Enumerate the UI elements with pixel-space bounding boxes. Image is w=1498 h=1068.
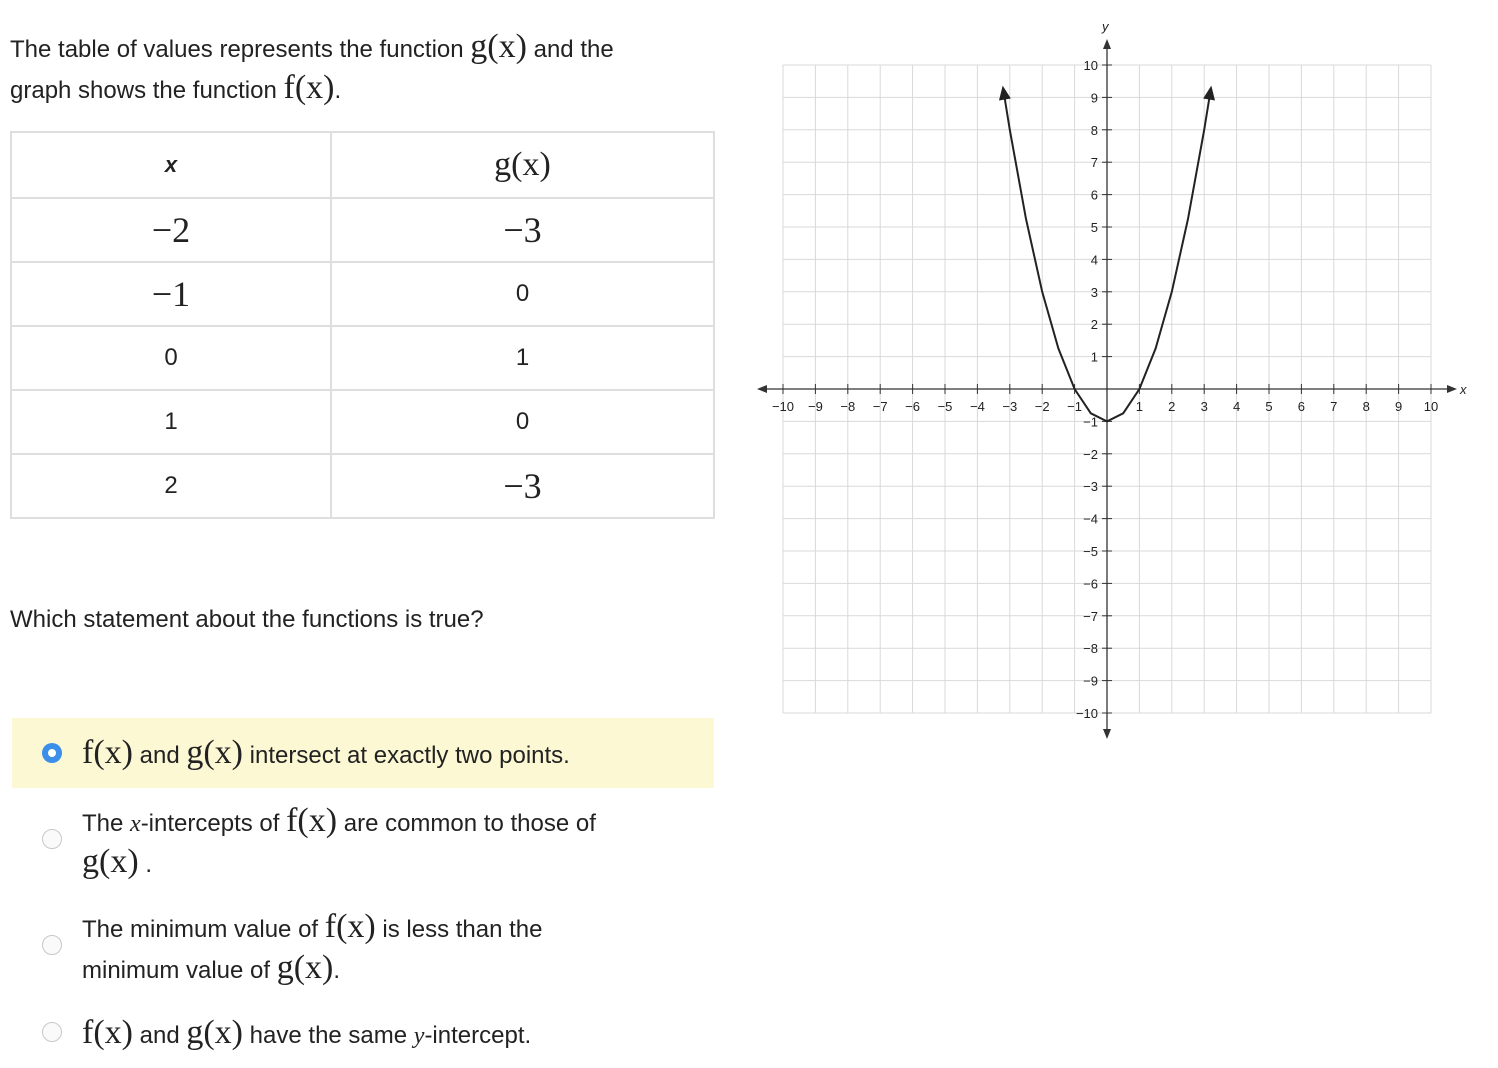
choice-1-text (82, 734, 570, 775)
x-tick-label: −9 (807, 399, 823, 414)
prompt-text-3: graph shows the function (10, 77, 284, 104)
table-row (11, 326, 714, 390)
cell-g: 1 (331, 326, 714, 390)
question-text: Which statement about the functions is true? (10, 606, 484, 633)
f-function: f(x) (82, 734, 133, 771)
x-tick-label: 2 (1168, 399, 1176, 414)
table-row (11, 198, 714, 262)
f-function: f(x) (324, 908, 376, 945)
cell-g: −3 (331, 198, 714, 262)
choice-text: . (138, 851, 152, 878)
g-function: g(x) (186, 1014, 244, 1051)
choice-text: is less than the (375, 916, 543, 943)
y-variable: y (413, 1023, 425, 1049)
x-tick-label: −10 (771, 399, 795, 414)
y-tick-label: −10 (1075, 706, 1098, 721)
f-function: f(x) (82, 1014, 133, 1051)
y-tick-label: 6 (1090, 187, 1098, 203)
choice-text: have the same (243, 1022, 414, 1049)
x-tick-label: −5 (937, 399, 953, 414)
prompt-g-function: g(x) (470, 28, 527, 65)
y-axis-label: y (1102, 19, 1109, 34)
choice-text: . (333, 957, 341, 984)
prompt-f-function: f(x) (283, 69, 335, 106)
cell-g: −3 (331, 454, 714, 518)
header-g-label: g(x) (494, 146, 551, 183)
x-tick-label: 3 (1200, 399, 1208, 414)
cell-x: −2 (11, 198, 331, 262)
radio-selected-icon[interactable] (42, 743, 62, 763)
table-row (11, 262, 714, 326)
y-tick-label: 1 (1090, 349, 1098, 365)
values-table (10, 131, 715, 519)
choice-2-text (82, 802, 596, 884)
x-axis-label: x (1460, 382, 1467, 397)
header-x-label: x (164, 152, 178, 177)
table-header-row (11, 132, 714, 198)
y-axis-arrow-down (1103, 729, 1111, 739)
y-tick-label: 5 (1090, 220, 1098, 235)
x-tick-label: −3 (1002, 399, 1018, 414)
choice-4-text (82, 1014, 531, 1055)
cell-x: 1 (11, 390, 331, 454)
question-prompt (10, 28, 710, 110)
g-function: g(x) (276, 949, 334, 986)
choice-text: -intercepts of (140, 810, 287, 837)
x-tick-label: 9 (1394, 399, 1403, 414)
choice-text: The (82, 810, 131, 837)
y-tick-label: −4 (1083, 511, 1098, 527)
choice-text: intersect at exactly two points. (243, 742, 570, 769)
g-function: g(x) (186, 734, 244, 771)
table-row (11, 390, 714, 454)
x-tick-label: −4 (969, 399, 985, 414)
cell-g: 0 (331, 262, 714, 326)
y-tick-label: 2 (1090, 317, 1098, 333)
radio-unselected-icon[interactable] (42, 829, 62, 849)
y-tick-label: 10 (1083, 58, 1098, 73)
header-g (331, 132, 714, 198)
y-tick-label: 3 (1090, 284, 1098, 300)
x-tick-label: 6 (1297, 399, 1306, 414)
answer-choice-3[interactable] (12, 906, 714, 996)
x-axis-arrow-right (1447, 385, 1457, 393)
cell-x: 0 (11, 326, 331, 390)
choice-3-text (82, 908, 543, 990)
cell-g: 0 (331, 390, 714, 454)
radio-unselected-icon[interactable] (42, 935, 62, 955)
x-tick-label: −2 (1034, 399, 1050, 414)
y-tick-label: 8 (1090, 122, 1098, 138)
y-axis-arrow-up (1103, 39, 1111, 49)
answer-choice-1[interactable] (12, 718, 714, 788)
x-tick-label: 5 (1265, 399, 1273, 414)
curve-arrowhead (1203, 86, 1215, 101)
choice-text: are common to those of (337, 810, 596, 837)
x-tick-label: 1 (1135, 399, 1144, 414)
y-tick-label: −5 (1083, 544, 1098, 559)
x-tick-label: 10 (1423, 399, 1439, 414)
cell-x: −1 (11, 262, 331, 326)
x-axis-arrow-left (757, 385, 767, 393)
g-function: g(x) (82, 843, 139, 880)
curve-arrowhead (999, 86, 1011, 101)
x-tick-label: 7 (1330, 399, 1338, 414)
x-tick-label: −6 (905, 399, 921, 414)
table-row (11, 454, 714, 518)
coordinate-graph (755, 15, 1475, 745)
x-tick-label: −8 (840, 399, 856, 414)
y-tick-label: −1 (1083, 414, 1098, 430)
prompt-text-1: The table of values represents the function (10, 36, 471, 63)
y-tick-label: −3 (1083, 479, 1098, 495)
choice-text: and (132, 742, 187, 769)
x-tick-label: −7 (872, 399, 888, 414)
choice-text: -intercept. (424, 1022, 532, 1049)
y-tick-label: −9 (1083, 673, 1098, 689)
prompt-text-2: and the (526, 36, 614, 63)
cell-x: 2 (11, 454, 331, 518)
y-tick-label: 9 (1090, 90, 1098, 106)
y-tick-label: −2 (1083, 446, 1098, 462)
y-tick-label: −7 (1083, 608, 1098, 624)
radio-unselected-icon[interactable] (42, 1022, 62, 1042)
choice-text: minimum value of (82, 957, 277, 984)
answer-choice-2[interactable] (12, 800, 714, 890)
x-tick-label: 4 (1232, 399, 1241, 414)
choice-text: and (132, 1022, 187, 1049)
x-tick-label: −1 (1067, 399, 1083, 414)
y-tick-label: 4 (1090, 252, 1098, 268)
y-tick-label: −6 (1083, 576, 1098, 592)
y-tick-label: −8 (1083, 641, 1098, 657)
choice-text: The minimum value of (82, 916, 325, 943)
prompt-text-4: . (334, 77, 342, 104)
x-variable: x (130, 811, 141, 837)
x-tick-label: 8 (1362, 399, 1370, 414)
answer-choice-4[interactable] (12, 1010, 714, 1060)
y-tick-label: 7 (1090, 155, 1098, 171)
f-function: f(x) (286, 802, 338, 839)
header-x (11, 132, 331, 198)
